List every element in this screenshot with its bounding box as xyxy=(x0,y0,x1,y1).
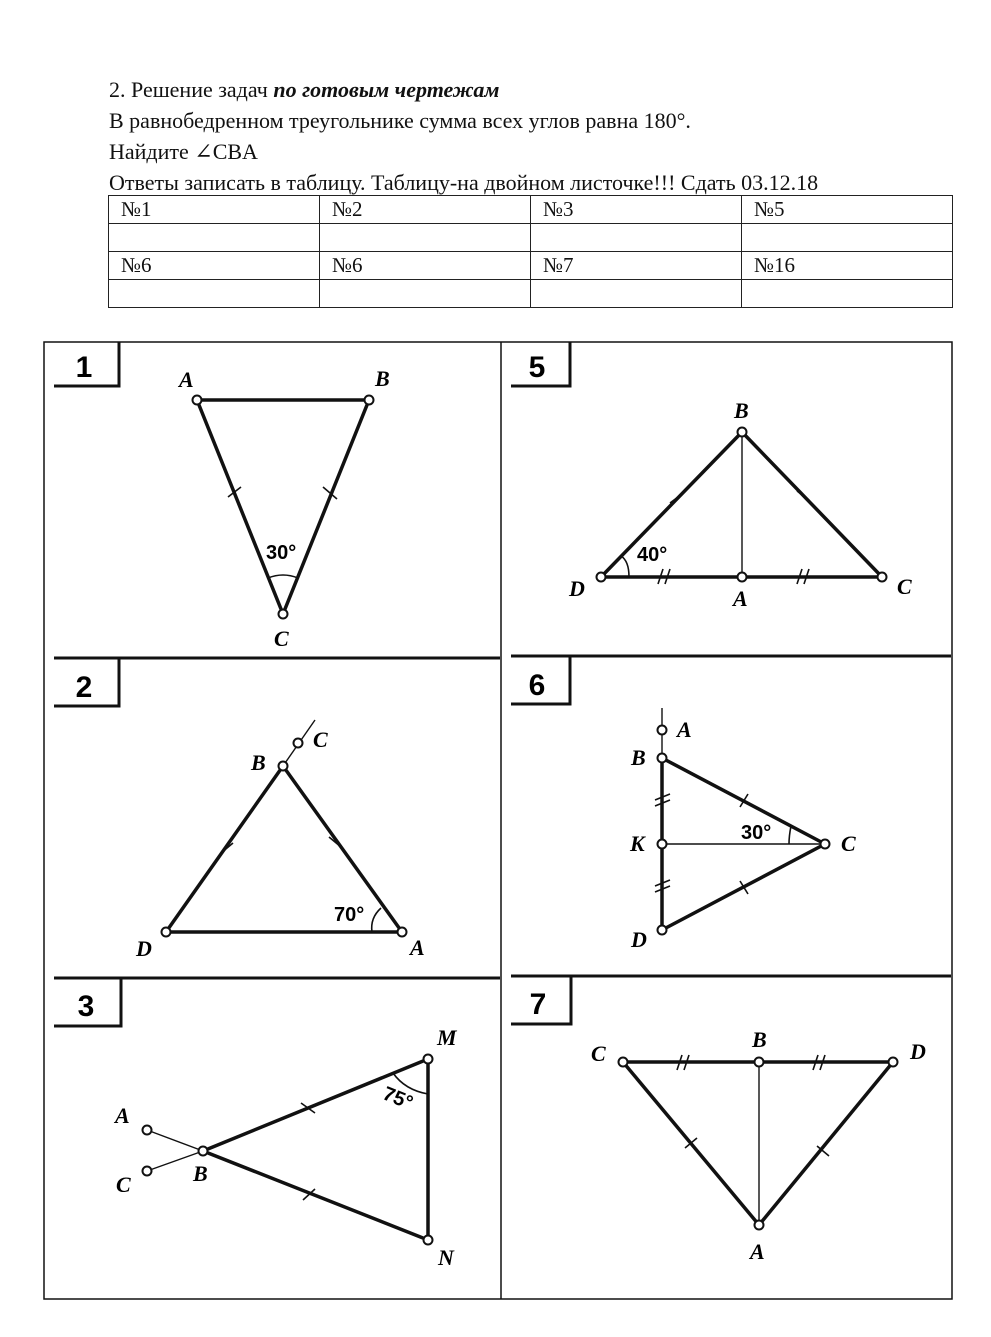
vertex-points xyxy=(162,739,407,937)
task-question: Найдите ∠CBA xyxy=(109,139,258,164)
angle-label: 70° xyxy=(334,904,365,926)
vertex-label-a: A xyxy=(179,367,194,392)
task-title-plain: 2. Решение задач xyxy=(109,77,274,102)
panel-number: 1 xyxy=(75,351,93,384)
task-condition: В равнобедренном треугольнике сумма всех углов равна 180°. xyxy=(109,108,691,133)
vertex-label-m: M xyxy=(437,1025,457,1050)
angle-label: 40° xyxy=(637,544,668,566)
figure-panel-7 xyxy=(511,976,926,1264)
tick-marks xyxy=(228,487,337,499)
vertex-label-c: C xyxy=(116,1172,131,1197)
answer-cell: №6 xyxy=(109,252,320,280)
vertex-label-b: B xyxy=(193,1161,208,1186)
task-instructions: Ответы записать в таблицу. Таблицу-на двойном листочке!!! Сдать 03.12.18 xyxy=(109,170,819,195)
angle-arc xyxy=(789,826,791,844)
vertex-label-b: B xyxy=(251,750,266,775)
vertex-label-a: A xyxy=(410,935,425,960)
angle-label: 30° xyxy=(741,822,772,844)
answer-cell: №3 xyxy=(531,196,742,224)
vertex-label-a: A xyxy=(115,1103,130,1128)
tick-marks xyxy=(677,1055,829,1156)
panel-number: 5 xyxy=(528,351,546,384)
figure-panel-6 xyxy=(511,656,856,952)
vertex-points xyxy=(619,1058,898,1230)
vertex-label-a: A xyxy=(733,586,748,611)
vertex-label-c: C xyxy=(841,831,856,856)
panel-number: 2 xyxy=(75,671,93,704)
vertex-label-c: C xyxy=(313,727,328,752)
vertex-label-a: A xyxy=(750,1239,765,1264)
vertex-label-b: B xyxy=(752,1027,767,1052)
vertex-label-b: B xyxy=(375,366,390,391)
figure-panel-5 xyxy=(511,342,912,611)
figure-panel-3 xyxy=(54,978,458,1270)
triangle-cda xyxy=(623,1062,893,1225)
answer-cell: №6 xyxy=(320,252,531,280)
angle-label: 75° xyxy=(379,1082,416,1115)
figure-panel-2 xyxy=(54,658,425,961)
angle-arc xyxy=(372,908,381,932)
vertex-points xyxy=(193,396,374,619)
panel-number: 3 xyxy=(77,990,95,1023)
task-title-emphasis: по готовым чертежам xyxy=(273,77,500,102)
vertex-label-b: B xyxy=(734,398,749,423)
vertex-label-b: B xyxy=(631,745,646,770)
vertex-label-c: C xyxy=(897,574,912,599)
panel-number: 7 xyxy=(529,988,547,1021)
vertex-label-n: N xyxy=(438,1245,454,1270)
vertex-label-k: K xyxy=(630,831,645,856)
answer-cell: №7 xyxy=(531,252,742,280)
answer-cell: №2 xyxy=(320,196,531,224)
answer-cell: №16 xyxy=(742,252,953,280)
panel-number: 6 xyxy=(528,669,546,702)
vertex-label-d: D xyxy=(631,927,647,952)
triangle-bda xyxy=(166,766,402,932)
vertex-label-d: D xyxy=(136,936,152,961)
figure-panel-1 xyxy=(54,342,390,651)
vertex-label-c: C xyxy=(591,1041,606,1066)
angle-arc xyxy=(268,575,298,578)
answer-cell: №5 xyxy=(742,196,953,224)
tick-marks xyxy=(658,491,809,584)
tick-marks xyxy=(301,1103,315,1200)
angle-arc xyxy=(621,556,629,577)
triangle-abc xyxy=(197,400,369,614)
angle-label: 30° xyxy=(266,542,297,564)
tick-marks xyxy=(221,837,341,853)
vertex-label-d: D xyxy=(569,576,585,601)
vertex-label-c: C xyxy=(274,626,289,651)
vertex-label-a: A xyxy=(677,717,692,742)
answer-cell: №1 xyxy=(109,196,320,224)
vertex-label-d: D xyxy=(910,1039,926,1064)
